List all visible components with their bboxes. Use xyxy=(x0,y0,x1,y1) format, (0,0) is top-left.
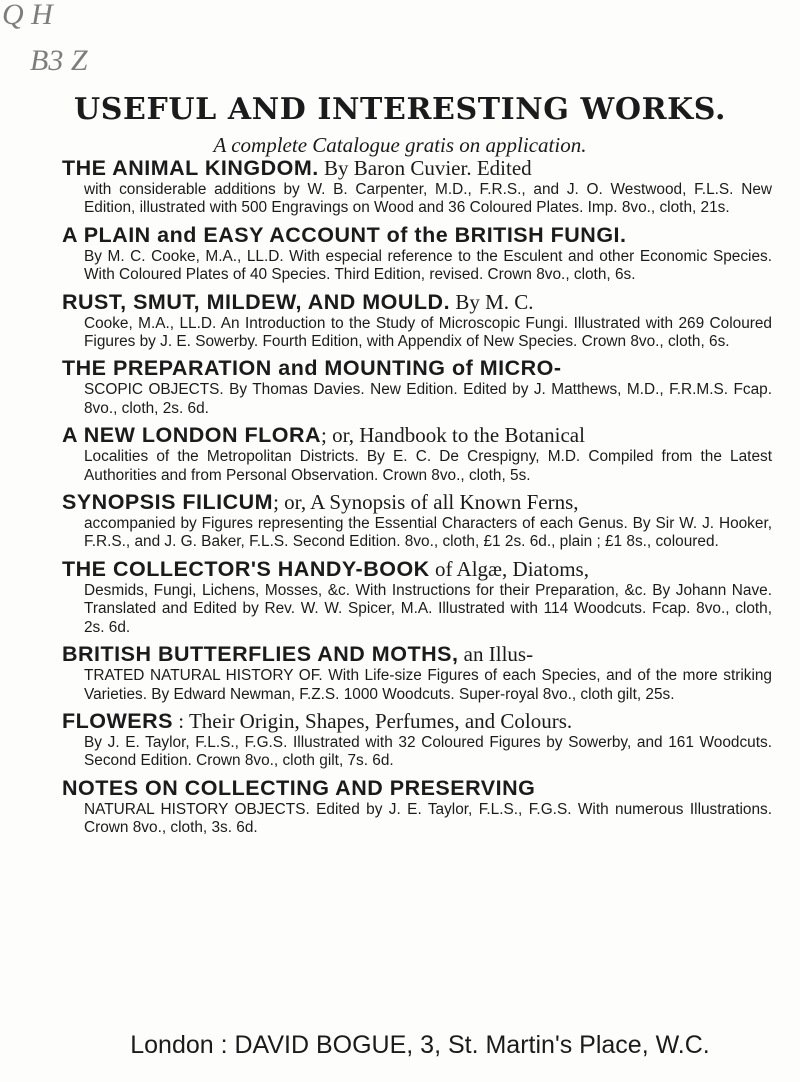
pencil-mark-top: Q H xyxy=(2,0,53,31)
book-description: Localities of the Metropolitan Districts. By E. C. De Crespigny, M.D. Compiled from the Latest Authorities and from Personal Observation. Crown 8vo., cloth, 5s. xyxy=(84,448,772,484)
book-entry-butterflies-moths xyxy=(62,642,772,704)
book-list xyxy=(62,156,772,843)
book-title: NOTES ON COLLECTING AND PRESERVING xyxy=(62,775,536,800)
book-description: SCOPIC OBJECTS. By Thomas Davies. New Edition. Edited by J. Matthews, M.D., F.R.M.S. Fcap. 8vo., cloth, 2s. 6d. xyxy=(84,381,772,417)
book-description: TRATED NATURAL HISTORY OF. With Life-size Figures of each Species, and of the more striking Varieties. By Edward Newman, F.Z.S. 1000 Woodcuts. Super-royal 8vo., cloth gilt, 25s. xyxy=(84,667,772,703)
book-description: By J. E. Taylor, F.L.S., F.G.S. Illustrated with 32 Coloured Figures by Sowerby, and 161 Woodcuts. Second Edition. Crown 8vo., cloth gilt, 7s. 6d. xyxy=(84,733,772,770)
book-entry-british-fungi xyxy=(62,223,772,285)
book-entry-collectors-handy-book xyxy=(62,557,772,637)
book-entry-animal-kingdom xyxy=(62,156,772,218)
book-entry-london-flora xyxy=(62,423,772,485)
book-description: By M. C. Cooke, M.A., LL.D. With especial reference to the Esculent and other Economic Species. With Coloured Plates of 40 Species. Third Edition, revised. Crown 8vo., cloth, 6s. xyxy=(84,247,772,284)
book-title-tail: of Algæ, Diatoms, xyxy=(429,556,589,581)
book-entry-flowers xyxy=(62,709,772,771)
book-entry-notes-collecting xyxy=(62,776,772,838)
book-title: THE COLLECTOR'S HANDY-BOOK xyxy=(62,556,430,581)
book-title-tail: By M. C. xyxy=(450,289,534,314)
page-header xyxy=(0,92,800,158)
book-title: FLOWERS xyxy=(62,708,173,733)
book-description: NATURAL HISTORY OBJECTS. Edited by J. E. Taylor, F.L.S., F.G.S. With numerous Illustrations. Crown 8vo., cloth, 3s. 6d. xyxy=(84,800,772,837)
book-title-tail: By Baron Cuvier. Edited xyxy=(318,156,532,180)
pencil-mark-shelf: B3 Z xyxy=(30,44,88,77)
page-title: USEFUL AND INTERESTING WORKS. xyxy=(73,92,727,127)
book-title: A PLAIN and EASY ACCOUNT of the BRITISH FUNGI. xyxy=(62,222,627,247)
book-title: RUST, SMUT, MILDEW, AND MOULD. xyxy=(62,289,451,314)
book-entry-rust-smut xyxy=(62,290,772,352)
book-entry-microscopic-objects xyxy=(62,356,772,418)
catalogue-note: A complete Catalogue gratis on application. xyxy=(213,133,587,157)
book-title: BRITISH BUTTERFLIES AND MOTHS, xyxy=(62,642,459,667)
book-title-tail: ; or, A Synopsis of all Known Ferns, xyxy=(273,490,579,515)
book-title: THE PREPARATION and MOUNTING of MICRO- xyxy=(62,356,562,381)
book-title: SYNOPSIS FILICUM xyxy=(62,490,274,515)
book-description: with considerable additions by W. B. Carpenter, M.D., F.R.S., and J. O. Westwood, F.L.S. New Edition, illustrated with 500 Engravings on Wood and 36 Coloured Plates. Imp. 8vo., cloth, 21s. xyxy=(84,181,772,217)
book-description: Desmids, Fungi, Lichens, Mosses, &c. With Instructions for their Preparation, &c. By Johann Nave. Translated and Edited by Rev. W. W. Spicer, M.A. Illustrated with 114 Woodcuts. Fcap. 8vo., cloth, 2s. 6d. xyxy=(84,581,772,636)
book-title-tail: an Illus- xyxy=(458,642,534,667)
book-title: THE ANIMAL KINGDOM. xyxy=(62,156,319,180)
book-description: Cooke, M.A., LL.D. An Introduction to the Study of Microscopic Fungi. Illustrated with 269 Coloured Figures by J. E. Sowerby. Fourth Edition, with Appendix of New Species. Crown 8vo., cloth, 6s. xyxy=(84,314,772,351)
book-title: A NEW LONDON FLORA xyxy=(62,423,322,448)
book-entry-synopsis-filicum xyxy=(62,490,772,552)
publisher-imprint: London : DAVID BOGUE, 3, St. Martin's Place, W.C. xyxy=(130,1031,710,1059)
book-description: accompanied by Figures representing the Essential Characters of each Genus. By Sir W. J. Hooker, F.R.S., and J. G. Baker, F.L.S. Second Edition. 8vo., cloth, £1 2s. 6d., plain ; £1 8s., coloured. xyxy=(84,515,772,551)
book-title-tail: : Their Origin, Shapes, Perfumes, and Colours. xyxy=(173,708,573,733)
book-title-tail: ; or, Handbook to the Botanical xyxy=(321,423,585,448)
